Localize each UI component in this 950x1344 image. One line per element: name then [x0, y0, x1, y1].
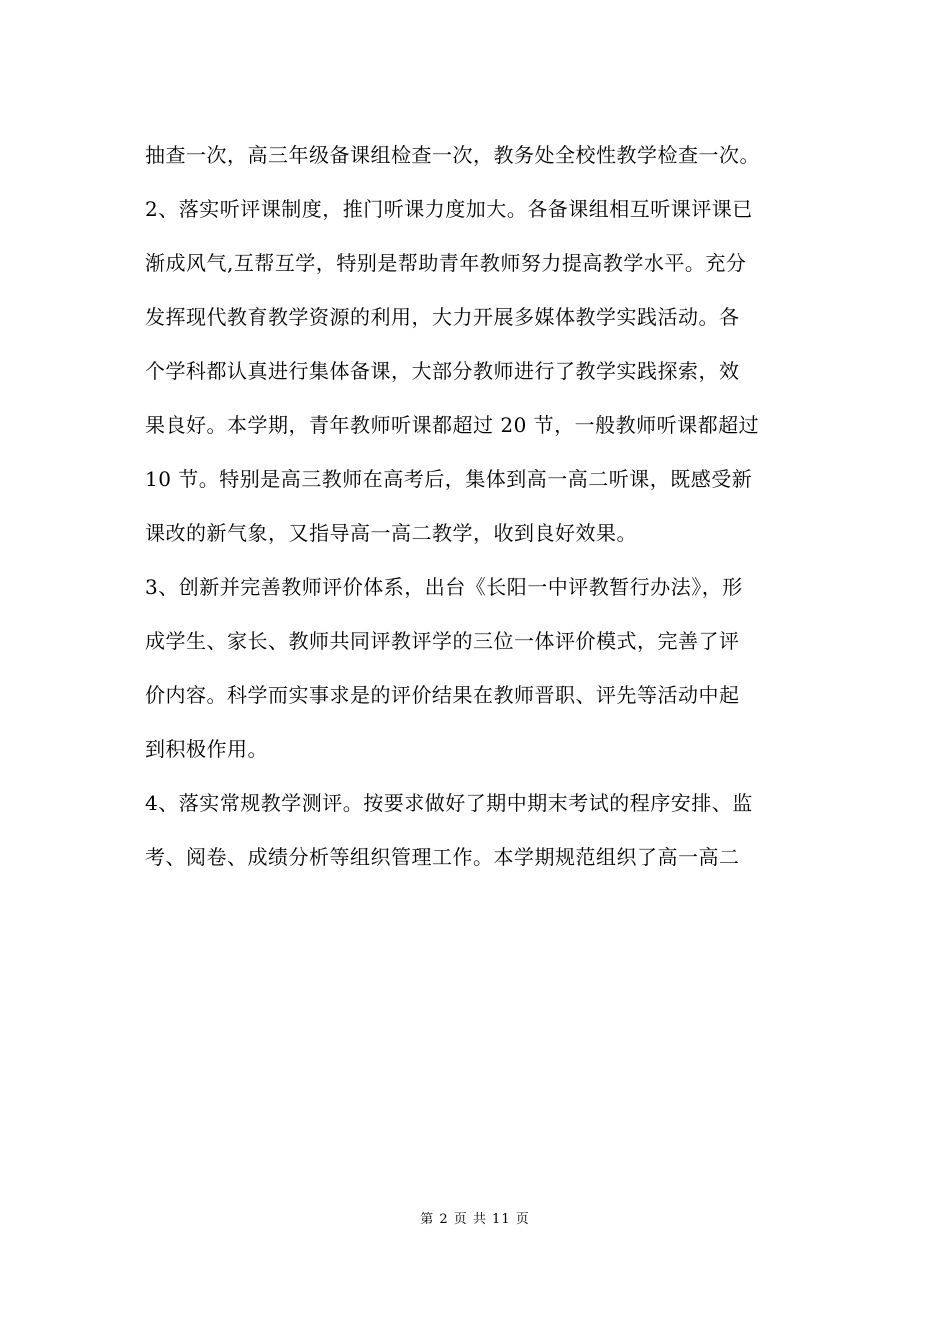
text-line: 考、阅卷、成绩分析等组织管理工作。本学期规范组织了高一高二 — [145, 845, 740, 869]
text-line: 10 节。特别是高三教师在高考后，集体到高一高二听课，既感受新 — [145, 467, 753, 491]
text-line: 抽查一次，高三年级备课组检查一次，教务处全校性教学检查一次。 — [145, 143, 760, 167]
text-line: 4、落实常规教学测评。按要求做好了期中期末考试的程序安排、监 — [145, 791, 753, 815]
text-line: 3、创新并完善教师评价体系，出台《长阳一中评教暂行办法》，形 — [145, 575, 743, 599]
text-line: 成学生、家长、教师共同评教评学的三位一体评价模式，完善了评 — [145, 629, 740, 653]
page-number-footer: 第 2 页 共 11 页 — [420, 1212, 530, 1227]
text-line: 2、落实听评课制度，推门听课力度加大。各备课组相互听课评课已 — [145, 197, 753, 221]
text-line: 发挥现代教育教学资源的利用，大力开展多媒体教学实践活动。各 — [145, 305, 740, 329]
text-line: 课改的新气象，又指导高一高二教学，收到良好效果。 — [145, 521, 637, 545]
text-line: 渐成风气,互帮互学，特别是帮助青年教师努力提高教学水平。充分 — [145, 251, 747, 275]
text-line: 价内容。科学而实事求是的评价结果在教师晋职、评先等活动中起 — [145, 683, 740, 707]
text-line: 个学科都认真进行集体备课，大部分教师进行了教学实践探索，效 — [145, 359, 740, 383]
text-line: 果良好。本学期，青年教师听课都超过 20 节，一般教师听课都超过 — [145, 413, 760, 437]
text-line: 到积极作用。 — [145, 737, 268, 761]
body-text — [145, 128, 813, 884]
